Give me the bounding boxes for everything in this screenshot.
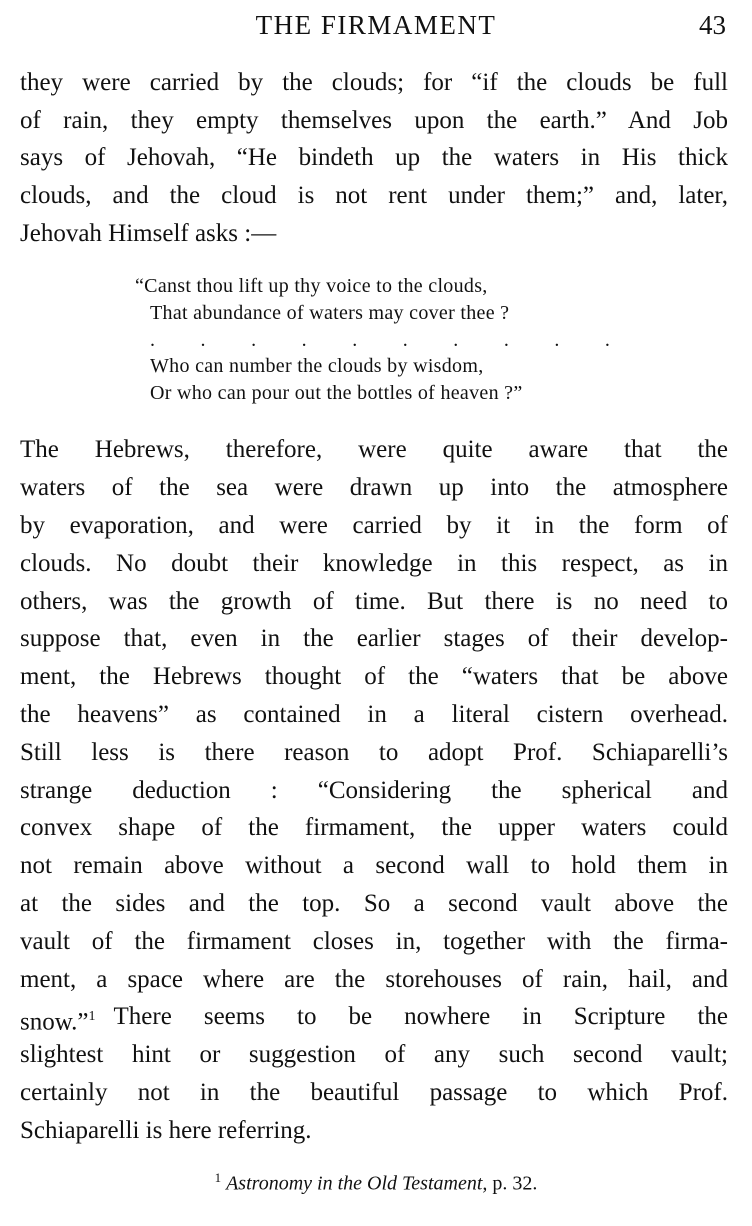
verse-line: “Canst thou lift up thy voice to the clouds, (135, 275, 488, 297)
text-line: waters of the sea were drawn up into the atmosphere (20, 474, 728, 501)
text-line: Schiaparelli is here referring. (20, 1117, 312, 1144)
text-line: suppose that, even in the earlier stages of their develop- (20, 625, 728, 652)
text-line: others, was the growth of time. But there is no need to (20, 588, 728, 615)
footnote (0, 1170, 752, 1196)
text-line: clouds. No doubt their knowledge in this respect, as in (20, 550, 728, 577)
text-line: not remain above without a second wall to hold them in (20, 852, 728, 879)
text-line: of rain, they empty themselves upon the earth.” And Job (20, 107, 728, 134)
text-line: The Hebrews, therefore, were quite aware that the (20, 436, 728, 463)
text-line: ment, a space where are the storehouses of rain, hail, and (20, 966, 728, 993)
page-number: 43 (699, 10, 726, 40)
text-line: certainly not in the beautiful passage to which Prof. (20, 1079, 728, 1106)
text-fragment-start: snow.” (20, 1008, 89, 1036)
ellipsis-dot: . (453, 329, 459, 351)
text-fragment (20, 1002, 96, 1037)
ellipsis-dot: . (352, 329, 358, 351)
text-line: vault of the firmament closes in, together with the firma- (20, 928, 728, 955)
ellipsis-dot: . (200, 329, 206, 351)
text-line: strange deduction : “Considering the spherical and (20, 777, 728, 804)
running-title: THE FIRMAMENT (255, 10, 497, 40)
footnote-page: p. 32. (492, 1172, 538, 1195)
footnote-work-title: Astronomy in the Old Testament, (226, 1172, 488, 1195)
text-fragment-end: There seems to be nowhere in Scripture the (113, 1003, 728, 1030)
text-line: ment, the Hebrews thought of the “waters that be above (20, 663, 728, 690)
text-line: clouds, and the cloud is not rent under them;” and, later, (20, 182, 728, 209)
verse-line: Who can number the clouds by wisdom, (150, 355, 484, 377)
ellipsis-dot: . (503, 329, 509, 351)
verse-line: Or who can pour out the bottles of heaven ?” (150, 382, 523, 404)
footnote-reference[interactable]: 1 (88, 1009, 96, 1024)
ellipsis-dot: . (150, 329, 155, 351)
text-line: by evaporation, and were carried by it in the form of (20, 512, 728, 539)
verse-line: That abundance of waters may cover thee ? (150, 302, 510, 324)
ellipsis-row (150, 329, 610, 352)
text-line: convex shape of the firmament, the upper waters could (20, 814, 728, 841)
text-line: the heavens” as contained in a literal cistern overhead. (20, 701, 728, 728)
text-line: Still less is there reason to adopt Prof. Schiaparelli’s (20, 739, 728, 766)
ellipsis-dot: . (604, 329, 610, 351)
ellipsis-dot: . (402, 329, 408, 351)
text-line: Jehovah Himself asks :— (20, 220, 277, 247)
text-line: slightest hint or suggestion of any such second vault; (20, 1041, 728, 1068)
text-line: at the sides and the top. So a second vault above the (20, 890, 728, 917)
ellipsis-dot: . (554, 329, 560, 351)
ellipsis-dot: . (301, 329, 307, 351)
ellipsis-dot: . (251, 329, 257, 351)
text-line-with-footnote-ref (20, 1002, 728, 1037)
footnote-marker: 1 (214, 1170, 222, 1185)
text-line: they were carried by the clouds; for “if the clouds be full (20, 69, 728, 96)
text-line: says of Jehovah, “He bindeth up the waters in His thick (20, 144, 728, 171)
